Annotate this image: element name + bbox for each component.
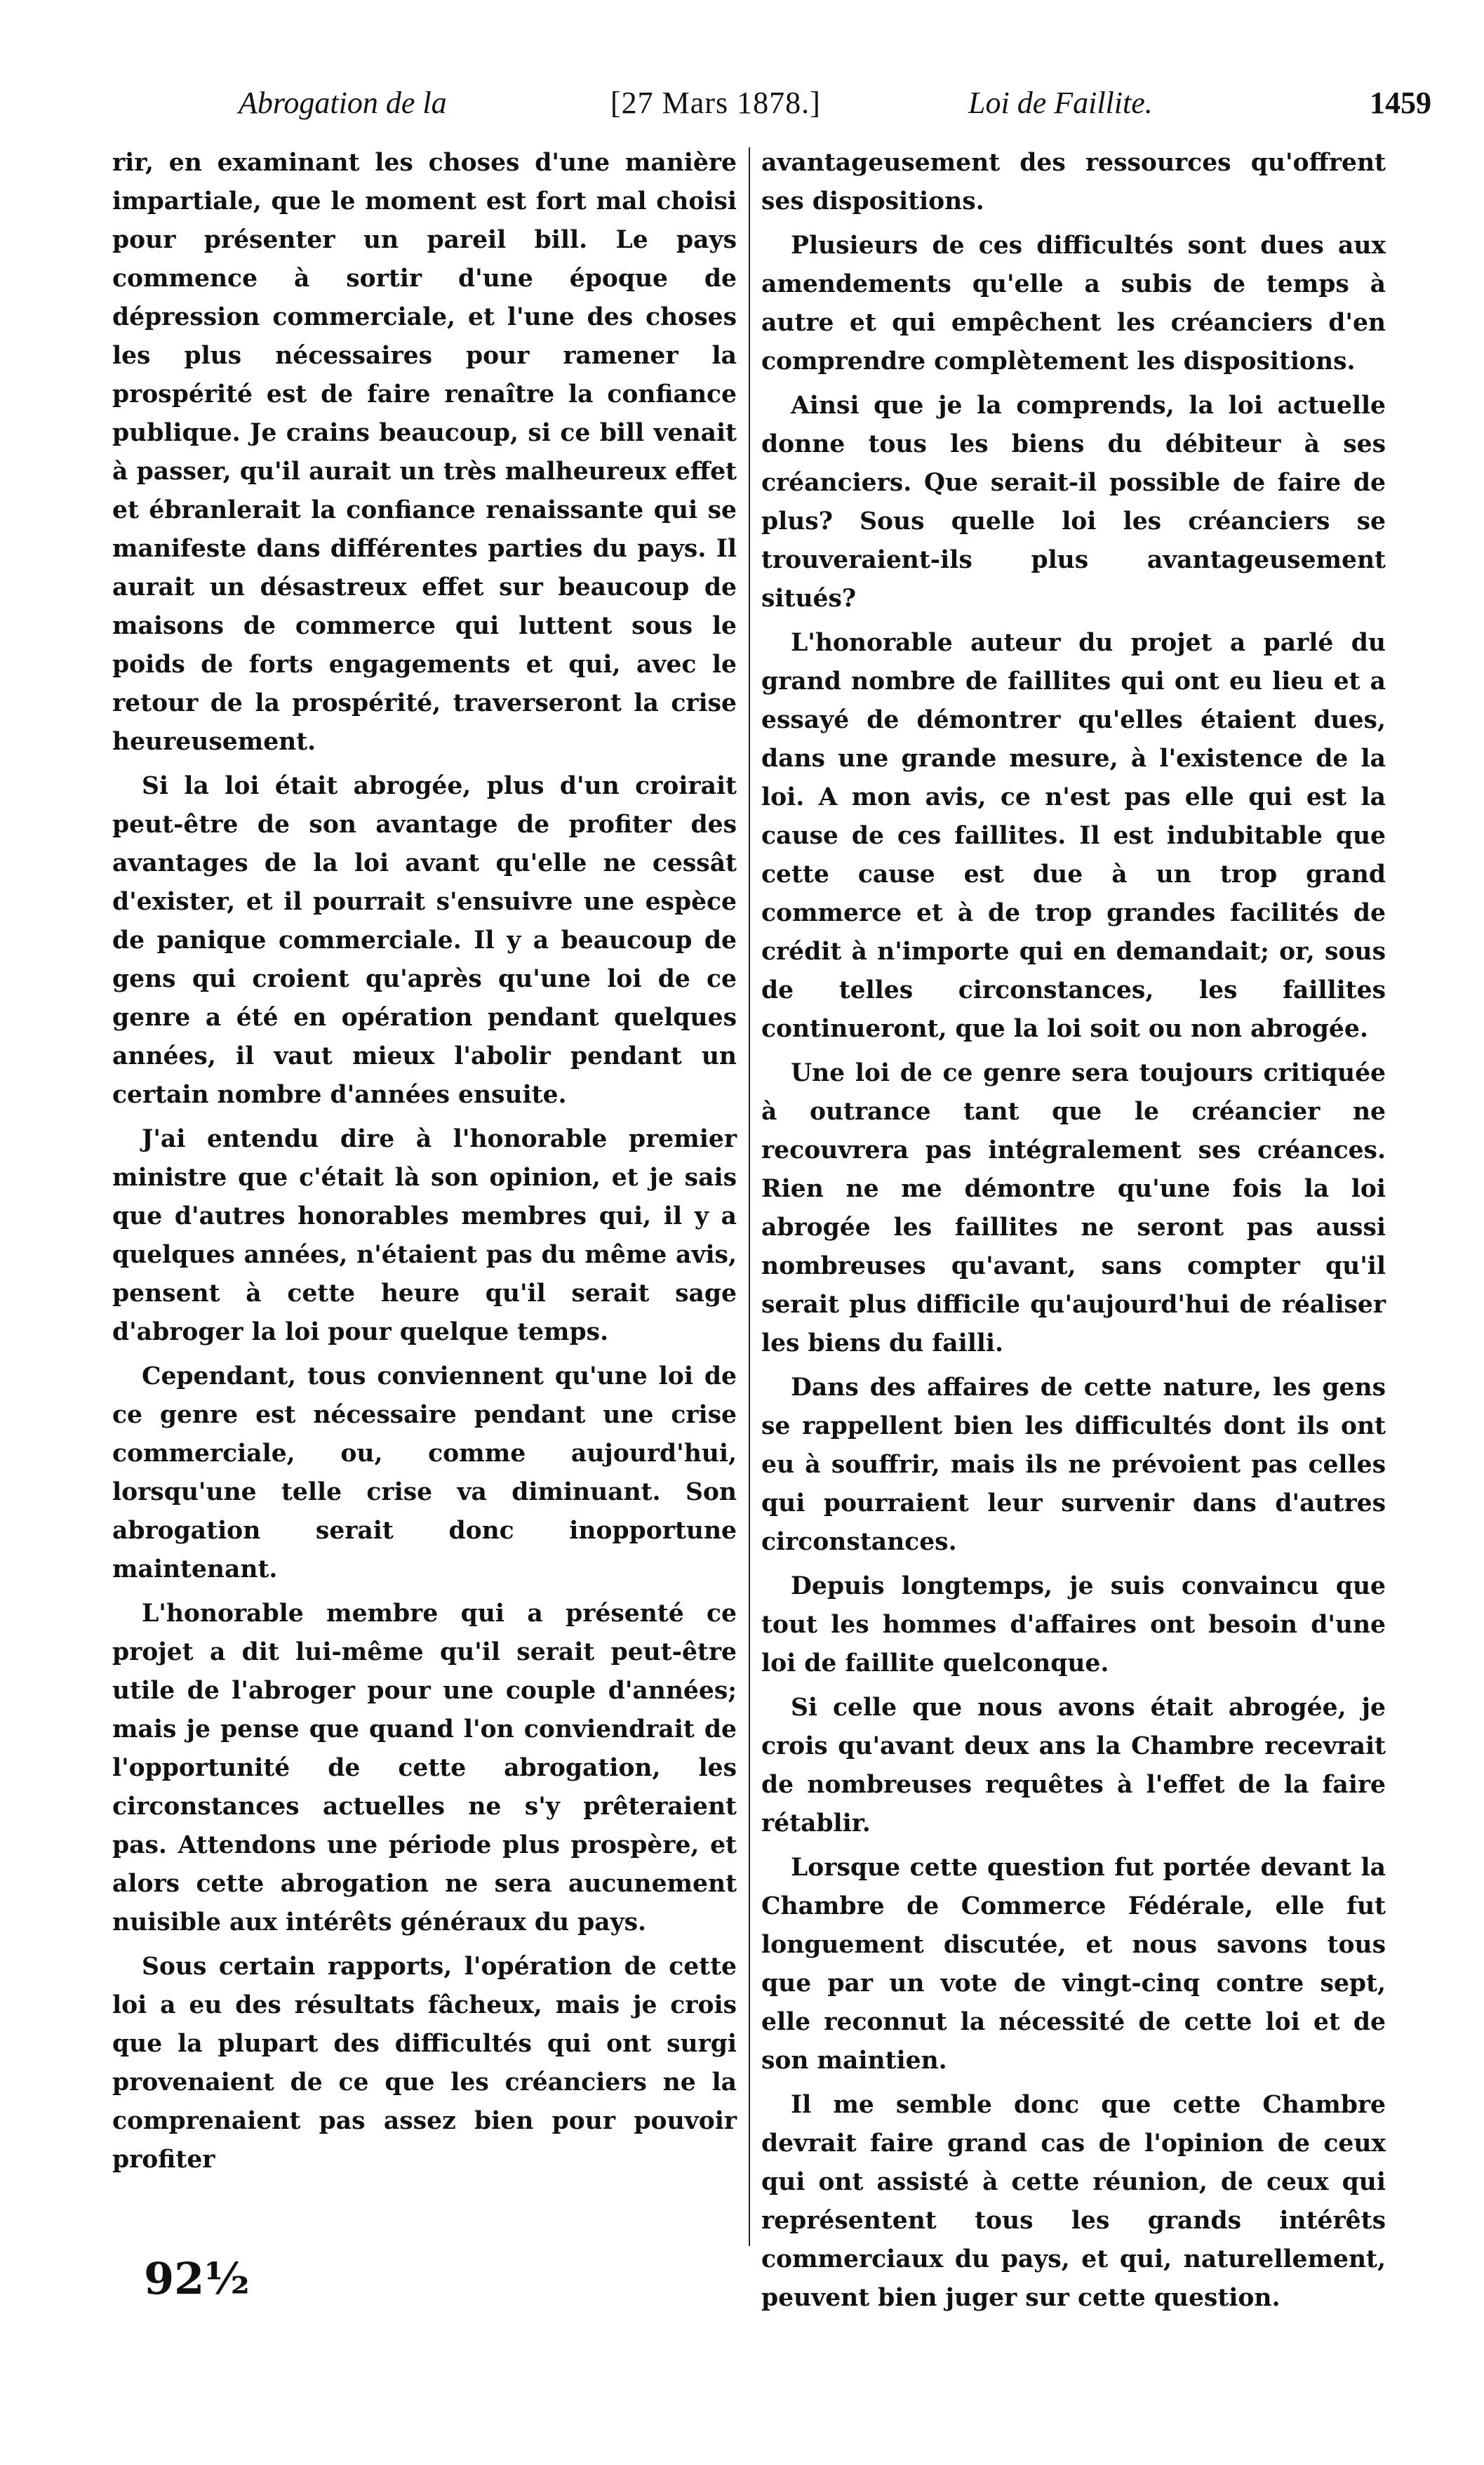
right-paragraph-4: L'honorable auteur du projet a parlé du grand nombre de faillites qui ont eu lieu et a essayé de démontrer qu'elles étaient dues, dans une grande mesure, à l'existence de la loi. A mon avis, ce n'est pas elle qui est la cause de ces faillites. Il est indubitable que cette cause est due à un trop grand commerce et à de trop grandes facilités de crédit à n'importe qui en demandait; or, sous de telles circonstances, les faillites continueront, que la loi soit ou non abrogée. [761, 629, 1386, 1043]
right-paragraph-7: Depuis longtemps, je suis convaincu que tout les hommes d'affaires ont besoin d'une loi de faillite quelconque. [761, 1572, 1386, 1677]
left-paragraph-2: Si la loi était abrogée, plus d'un croirait peut-être de son avantage de profiter des avantages de la loi avant qu'elle ne cessât d'exister, et il pourrait s'ensuivre une espèce de panique commerciale. Il y a beaucoup de gens qui croient qu'après qu'une loi de ce genre a été en opération pendant quelques années, il vaut mieux l'abolir pendant un certain nombre d'années ensuite. [112, 772, 737, 1109]
header-date: [27 Mars 1878.] [610, 86, 821, 120]
left-paragraph-1: rir, en examinant les choses d'une manière impartiale, que le moment est fort mal choisi pour présenter un pareil bill. Le pays commence à sortir d'une époque de dépression commerciale, et l'une des choses les plus nécessaires pour ramener la prospérité est de faire renaître la confiance publique. Je crains beaucoup, si ce bill venait à passer, qu'il aurait un très malheureux effet et ébranlerait la confiance renaissante qui se manifeste dans différentes parties du pays. Il aurait un désastreux effet sur beaucoup de maisons de commerce qui luttent sous le poids de forts engagements et qui, avec le retour de la prospérité, traverseront la crise heureusement. [112, 149, 737, 756]
column-divider [749, 147, 750, 2246]
right-paragraph-1: avantageusement des ressources qu'offrent ses dispositions. [761, 149, 1386, 215]
right-paragraph-3: Ainsi que je la comprends, la loi actuelle donne tous les biens du débiteur à ses créanciers. Que serait-il possible de faire de plus? Sous quelle loi les créanciers se trouveraient-ils plus avantageusement situés? [761, 392, 1386, 613]
left-column [112, 144, 737, 2185]
right-paragraph-10: Il me semble donc que cette Chambre devrait faire grand cas de l'opinion de ceux qui ont assisté à cette réunion, de ceux qui représentent tous les grands intérêts commerciaux du pays, et qui, naturellement, peuvent bien juger sur cette question. [761, 2091, 1386, 2312]
signature-mark: 92½ [144, 2253, 250, 2304]
right-column [761, 144, 1386, 2323]
left-paragraph-6: Sous certain rapports, l'opération de cette loi a eu des résultats fâcheux, mais je crois que la plupart des difficultés qui ont surgi provenaient de ce que les créanciers ne la comprenaient pas assez bien pour pouvoir profiter [112, 1953, 737, 2174]
right-paragraph-5: Une loi de ce genre sera toujours critiquée à outrance tant que le créancier ne recouvrera pas intégralement ses créances. Rien ne me démontre qu'une fois la loi abrogée les faillites ne seront pas aussi nombreuses qu'avant, sans compter qu'il serait plus difficile qu'aujourd'hui de réaliser les biens du failli. [761, 1059, 1386, 1357]
header-left: Abrogation de la [239, 86, 447, 120]
left-paragraph-5: L'honorable membre qui a présenté ce projet a dit lui-même qu'il serait peut-être utile de l'abroger pour une couple d'années; mais je pense que quand l'on conviendrait de l'opportunité de cette abrogation, les circonstances actuelles ne s'y prêteraient pas. Attendons une période plus prospère, et alors cette abrogation ne sera aucunement nuisible aux intérêts généraux du pays. [112, 1600, 737, 1936]
right-paragraph-2: Plusieurs de ces difficultés sont dues aux amendements qu'elle a subis de temps à autre et qui empêchent les créanciers d'en comprendre complètement les dispositions. [761, 232, 1386, 376]
left-paragraph-3: J'ai entendu dire à l'honorable premier ministre que c'était là son opinion, et je sais que d'autres honorables membres qui, il y a quelques années, n'étaient pas du même avis, pensent à cette heure qu'il serait sage d'abroger la loi pour quelque temps. [112, 1125, 737, 1346]
right-paragraph-8: Si celle que nous avons était abrogée, je crois qu'avant deux ans la Chambre recevrait de nombreuses requêtes à l'effet de la faire rétablir. [761, 1694, 1386, 1838]
running-head [112, 79, 1431, 128]
page-number: 1459 [1370, 86, 1431, 120]
right-paragraph-9: Lorsque cette question fut portée devant la Chambre de Commerce Fédérale, elle fut longuement discutée, et nous savons tous que par un vote de vingt-cinq contre sept, elle reconnut la nécessité de cette loi et de son maintien. [761, 1854, 1386, 2075]
right-paragraph-6: Dans des affaires de cette nature, les gens se rappellent bien les difficultés dont ils ont eu à souffrir, mais ils ne prévoient pas celles qui pourraient leur survenir dans d'autres circonstances. [761, 1374, 1386, 1556]
left-paragraph-4: Cependant, tous conviennent qu'une loi de ce genre est nécessaire pendant une crise commerciale, ou, comme aujourd'hui, lorsqu'une telle crise va diminuant. Son abrogation serait donc inopportune maintenant. [112, 1362, 737, 1583]
header-right: Loi de Faillite. [968, 86, 1153, 120]
